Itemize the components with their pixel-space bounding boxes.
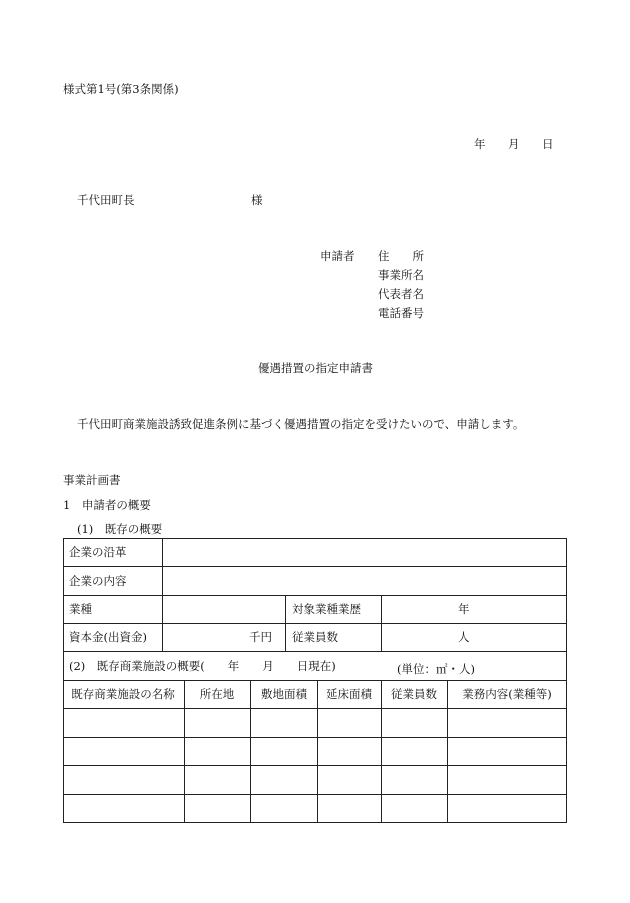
header-location: 所在地 <box>199 687 235 701</box>
addressee-honorific: 様 <box>251 193 263 207</box>
target-years-label: 対象業種業歴 <box>292 602 361 616</box>
form-number: 様式第1号(第3条関係) <box>63 82 179 96</box>
table-row <box>63 765 567 794</box>
header-business: 業務内容(業種等) <box>462 687 552 701</box>
body-text: 千代田町商業施設誘致促進条例に基づく優遇措置の指定を受けたいので、申請します。 <box>77 417 525 431</box>
capital-label: 資本金(出資金) <box>69 630 147 644</box>
person-unit: 人 <box>458 630 470 644</box>
header-site-area: 敷地面積 <box>261 687 307 701</box>
section-1-heading: 1 申請者の概要 <box>63 498 151 512</box>
addressee-name: 千代田町長 <box>77 193 135 207</box>
plan-table <box>63 538 567 823</box>
plan-heading: 事業計画書 <box>63 473 121 487</box>
applicant-label: 申請者 <box>320 249 355 263</box>
header-facility-name: 既存商業施設の名称 <box>71 687 175 701</box>
date-month: 月 <box>508 137 520 151</box>
year-unit: 年 <box>458 602 470 616</box>
unit-note: (単位：㎡・人) <box>397 662 475 676</box>
header-employees: 従業員数 <box>391 687 437 701</box>
header-floor-area: 延床面積 <box>326 687 372 701</box>
date-year: 年 <box>474 137 486 151</box>
capital-unit: 千円 <box>249 630 272 644</box>
applicant-address: 住 所 <box>378 249 424 263</box>
subsection-2-heading: (2) 既存商業施設の概要( 年 月 日現在) <box>69 659 336 673</box>
employees-label: 従業員数 <box>292 630 338 644</box>
document-title: 優遇措置の指定申請書 <box>258 361 373 375</box>
table-row <box>63 737 567 765</box>
date-day: 日 <box>542 137 554 151</box>
history-label: 企業の沿革 <box>69 545 127 559</box>
applicant-office: 事業所名 <box>378 268 424 282</box>
contents-label: 企業の内容 <box>69 574 127 588</box>
applicant-phone: 電話番号 <box>378 306 424 320</box>
subsection-1-heading: (1) 既存の概要 <box>77 522 163 536</box>
applicant-representative: 代表者名 <box>378 287 424 301</box>
industry-label: 業種 <box>69 602 92 616</box>
